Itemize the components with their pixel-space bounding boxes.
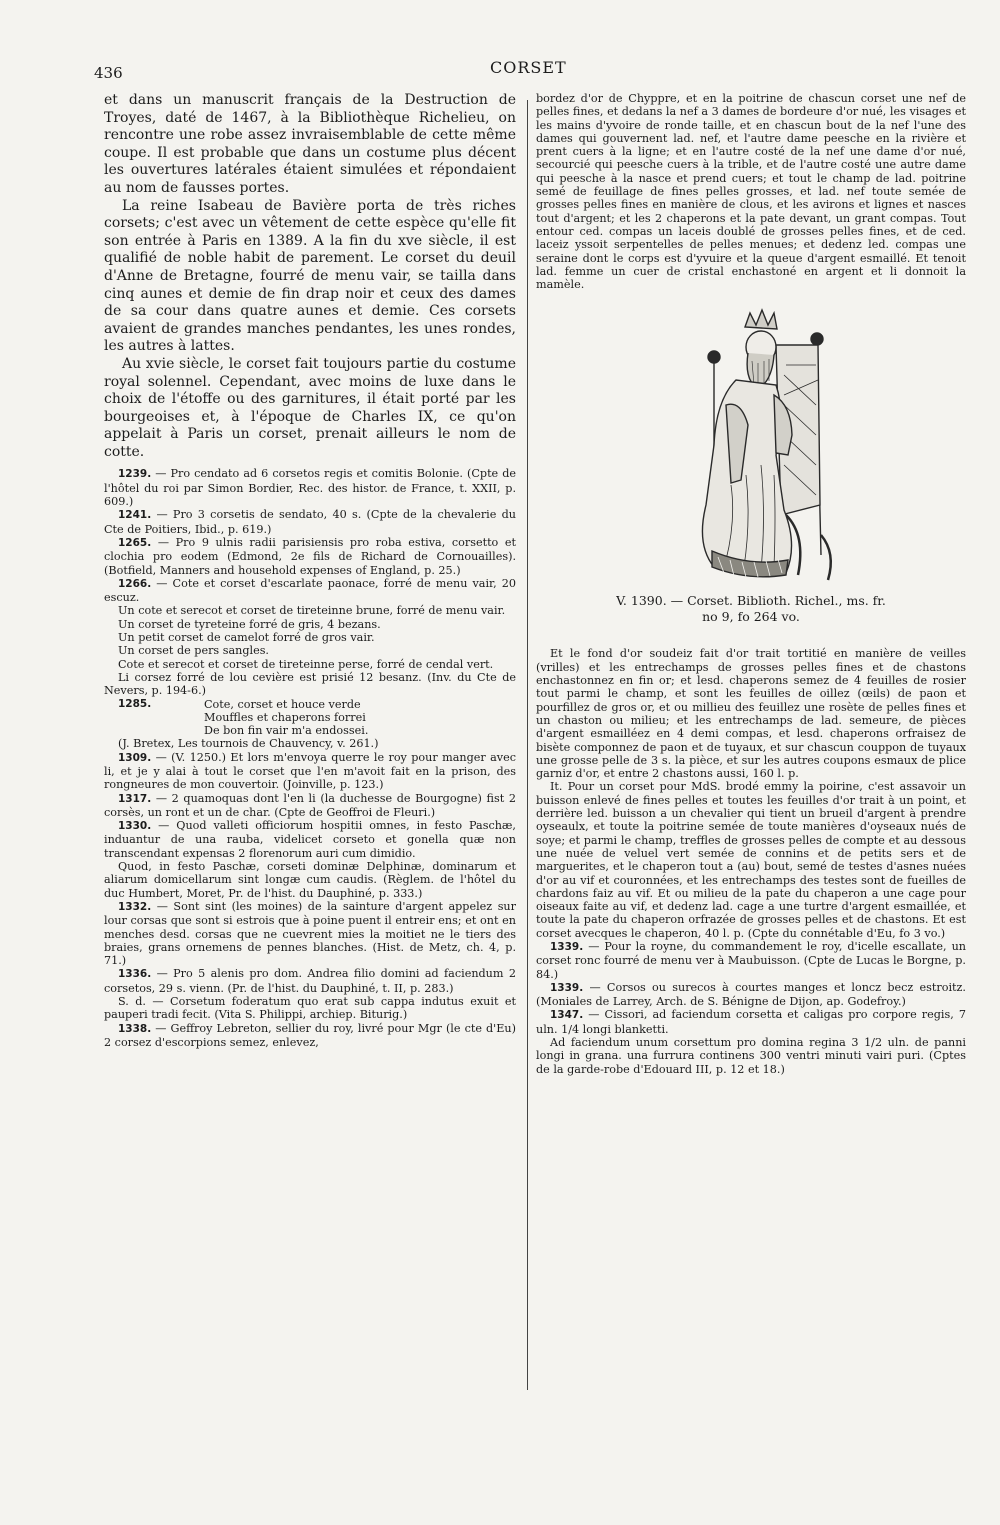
citation-entry: [104, 900, 516, 967]
entry-year: 1266.: [118, 577, 152, 590]
entry-year: 1338.: [118, 1022, 152, 1035]
entry-text: — Pro 3 corsetis de sendato, 40 s. (Cpte de la chevalerie du Cte de Poitiers, Ibid., p. 619.): [104, 508, 516, 536]
entry-year: 1241.: [118, 509, 152, 522]
right-paragraph: Et le fond d'or soudeiz fait d'or trait tortitié en manière de veilles (vrilles) et les entrechamps de grosses pelles fines et de chastons enchastonnez en fin or; et lesd. chaperons semez de 4 feuilles de rosier tout parmi le champ, et sont les feuilles de oillez (œils) de paon et pourfillez de gros or, et ou millieu des feuillez une rosète de pelles fines et un chaston ou milieu; et les entrechamps de lad. semeure, de pièces d'argent esmailléez en 4 demi compas, et lesd. chaperons orfraisez de bisète componnez de paon et de tuyaux, et sur chascun couppon de tuyaux une grosse pelle de 3 s. la pièce, et sur les autres coupons esmaux de plice garniz d'or, et entre 2 chastons aussi, 160 l. p.: [536, 647, 966, 781]
intro-paragraph: La reine Isabeau de Bavière porta de très riches corsets; c'est avec un vêtement de cette espèce qu'elle fit son entrée à Paris en 1389. A la fin du xve siècle, il est qualifié de noble habit de parement. Le corset du deuil d'Anne de Bretagne, fourré de menu vair, se tailla dans cinq aunes et demie de fin drap noir et ceux des dames de sa cour dans quatre aunes et demie. Ces corsets avaient de grandes manches pendantes, les unes rondes, les autres à lattes.: [104, 197, 516, 355]
column-divider: [527, 100, 528, 1390]
citation-entry: [536, 981, 966, 1009]
entry-year: 1339.: [550, 981, 584, 994]
citation-entry: [104, 467, 516, 508]
citation-entry: [536, 940, 966, 981]
verse-line: Cote, corset et houce verde: [204, 697, 361, 711]
citation-entry: [104, 536, 516, 577]
citation-entry: [104, 508, 516, 536]
entry-line: Un petit corset de camelot forré de gros vair.: [118, 631, 375, 645]
running-title: CORSET: [490, 58, 567, 77]
entry-text: — Pro 5 alenis pro dom. Andrea filio domini ad faciendum 2 corsetos, 29 s. vienn. (Pr. de l'hist. du Dauphiné, t. II, p. 283.): [104, 967, 516, 995]
page-number: 436: [94, 64, 123, 82]
figure-caption: V. 1390. — Corset. Biblioth. Richel., ms. fr.: [616, 593, 886, 609]
entry-text: — Geffroy Lebreton, sellier du roy, livré pour Mgr (le cte d'Eu) 2 corsez d'escorpions semez, enlevez,: [104, 1021, 516, 1049]
entry-year: 1339.: [550, 940, 584, 953]
entry-year: 1285.: [118, 697, 152, 710]
verse-source: (J. Bretex, Les tournois de Chauvency, v. 261.): [118, 737, 379, 751]
entry-year: 1309.: [118, 751, 152, 764]
entry-line: Un corset de tyreteine forré de gris, 4 bezans.: [118, 617, 381, 631]
entry-text: — (V. 1250.) Et lors m'envoya querre le roy pour manger avec li, et je y alai à tout le corset que l'en m'avoit fait en la prison, des rongneures de mon couvertoir. (Joinville, p. 123.): [104, 750, 516, 792]
citation-entry: [104, 819, 516, 860]
entry-year: 1332.: [118, 900, 152, 913]
entry-text: — Corsos ou surecos à courtes manges et loncz becz estroitz. (Moniales de Larrey, Arch. de S. Bénigne de Dijon, ap. Godefroy.): [536, 980, 966, 1009]
entry-year: 1239.: [118, 468, 152, 481]
intro-paragraph: Au xvie siècle, le corset fait toujours partie du costume royal solennel. Cependant, avec moins de luxe dans le choix de l'étoffe ou des garnitures, il était porté par les bourgeoises et, à l'époque de Charles IX, ce qu'on appelait à Paris un corset, prenait ailleurs le nom de cotte.: [104, 355, 516, 460]
citation-entry: [104, 792, 516, 820]
verse-line: De bon fin vair m'a endossei.: [204, 724, 369, 738]
verse-line: Mouffles et chaperons forrei: [204, 710, 366, 724]
entry-line: Un cote et serecot et corset de tireteinne brune, forré de menu vair.: [118, 604, 506, 618]
entry-text: — Cote et corset d'escarlate paonace, forré de menu vair, 20 escuz.: [104, 576, 516, 605]
entry-year: 1330.: [118, 820, 152, 833]
citation-entry: [104, 577, 516, 605]
right-column: [536, 92, 966, 1076]
entry-line: Cote et serecot et corset de tireteinne perse, forré de cendal vert.: [118, 657, 494, 671]
entry-text: — Pour la royne, du commandement le roy, d'icelle escallate, un corset ronc fourré de menu ver à Maubuisson. (Cpte de Lucas le Borgne, p. 84.): [536, 939, 966, 981]
entry-text: — 2 quamoquas dont l'en li (la duchesse de Bourgogne) fist 2 corsès, un ront et un de char. (Cpte de Geoffroi de Fleuri.): [104, 791, 516, 819]
entry-text: — Pro 9 ulnis radii parisiensis pro roba estiva, corsetto et clochia pro eodem (Edmond, 2e fils de Richard de Cornouailles). (Botfield, Manners and household expenses of England, p. 25.): [104, 535, 516, 577]
entry-text: — Pro cendato ad 6 corsetos regis et comitis Bolonie. (Cpte de l'hôtel du roi par Simon Bordier, Rec. des histor. de France, t. XXII, p. 609.): [104, 467, 516, 509]
king-illustration: [536, 305, 966, 585]
entry-year: 1347.: [550, 1009, 584, 1022]
entry-year: 1317.: [118, 792, 152, 805]
citation-entry: [536, 1008, 966, 1036]
citation-entry: [104, 967, 516, 995]
entry-text: — Sont sint (les moines) de la sainture d'argent appelez sur lour corsas que sont si estrois que à poine puent il entreir ens; et ont en menches desd. corsas que ne cuevrent mies la moitiet ne le tiers des braies, grans ornemens de pennes blanches. (Hist. de Metz, ch. 4, p. 71.): [104, 899, 516, 968]
entry-line: Li corsez forré de lou cevière est prisié 12 besanz. (Inv. du Cte de Nevers, p. 194-6.): [104, 670, 516, 698]
entry-year: 1336.: [118, 968, 152, 981]
entry-continuation: Quod, in festo Paschæ, corseti dominæ Delphinæ, dominarum et aliarum domicellarum sint longæ cum caudis. (Règlem. de l'hôtel du duc Humbert, Moret, Pr. de l'hist. du Dauphiné, p. 333.): [104, 860, 516, 900]
citation-entry: S. d. — Corsetum foderatum quo erat sub cappa indutus exuit et pauperi tradi fecit. (Vita S. Philippi, archiep. Biturig.): [104, 995, 516, 1022]
enthroned-king-figure: [536, 305, 966, 585]
entry-continuation: bordez d'or de Chyppre, et en la poitrine de chascun corset une nef de pelles fines, et dedans la nef a 3 dames de bordeure d'or nué, les visages et les mains d'yvoire de ronde taille, et en chascun bout de la nef l'une des dames qui gouvernent lad. nef, et l'autre dame peesche en la rivière et prent cuers à la ligne; et en l'autre costé de la nef une dame d'or nué, secourcié qui peesche cuers à la trible, et de l'autre costé une autre dame qui peesche à la nasce et prend cuers; et tout le champ de lad. poitrine semé de feuillage de fines pelles grosses, et lad. nef toute semée de grosses pelles fines en manière de clous, et les avirons et lignes et nasces tout d'argent; et les 2 chaperons et la pate devant, un grant compas. Tout entour ced. compas un laceis doublé de grosses pelles fines, et de ced. laceiz yssoit serpentelles de pelles menues; et dedenz led. compas une seraine dont le corps est d'yvuire et la queue d'argent esmaillé. Et tenoit lad. femme un cuer de cristal enchastoné en argent et li donnoit la mamèle.: [536, 92, 966, 292]
citation-entry: [104, 1022, 516, 1050]
right-paragraph: It. Pour un corset pour MdS. brodé emmy la poirine, c'est assavoir un buisson enlevé de fines pelles et toutes les feuilles d'or trait à un point, et derrière led. buisson a un chevalier qui tient un brueil d'argent à prendre oyseaulx, et toute la poitrine semée de toute manières d'oyseaux nués de soye; et parmi le champ, treffles de grosses pelles de compte et au dessous une nuée de veluel vert semée de connins et de petits sers et de marguerites, et le chaperon tout a (au) bout, semé de testes d'asnes nuées d'or au vif et couronnées, et les entrechamps des testes sont de fueilles de chardons faiz au vif. Et ou milieu de la pate du chaperon a une cage pour oiseaux faite au vif, et dedenz lad. cage a une turtre d'argent esmaillée, et toute la pate du chaperon orfrazée de grosses pelles et de chastons. Et est corset avecques le chaperon, 40 l. p. (Cpte du connétable d'Eu, fo 3 vo.): [536, 780, 966, 940]
entry-text: — Cissori, ad faciendum corsetta et caligas pro corpore regis, 7 uln. 1/4 longi blanketti.: [536, 1008, 966, 1036]
entry-year: 1265.: [118, 536, 152, 549]
entry-text: — Quod valleti officiorum hospitii omnes, in festo Paschæ, induantur de una rauba, videlicet corseto et gonella quæ non transcendant expensas 2 florenorum auri cum dimidio.: [104, 819, 516, 860]
entry-line: Un corset de pers sangles.: [118, 644, 269, 658]
verse-entry: [104, 698, 516, 751]
figure-caption: no 9, fo 264 vo.: [702, 609, 800, 625]
intro-paragraph: et dans un manuscrit français de la Destruction de Troyes, daté de 1467, à la Bibliothèque Richelieu, on rencontre une robe assez invraisemblable de cette même coupe. Il est probable que dans un costume plus décent les ouvertures latérales étaient simulées et répondaient au nom de fausses portes.: [104, 92, 516, 196]
entry-continuation: Ad faciendum unum corsettum pro domina regina 3 1/2 uln. de panni longi in grana. una furrura continens 300 ventri minuti vairi puri. (Cptes de la garde-robe d'Edouard III, p. 12 et 18.): [536, 1036, 966, 1076]
citation-entry: [104, 751, 516, 792]
left-column: [104, 92, 516, 1049]
